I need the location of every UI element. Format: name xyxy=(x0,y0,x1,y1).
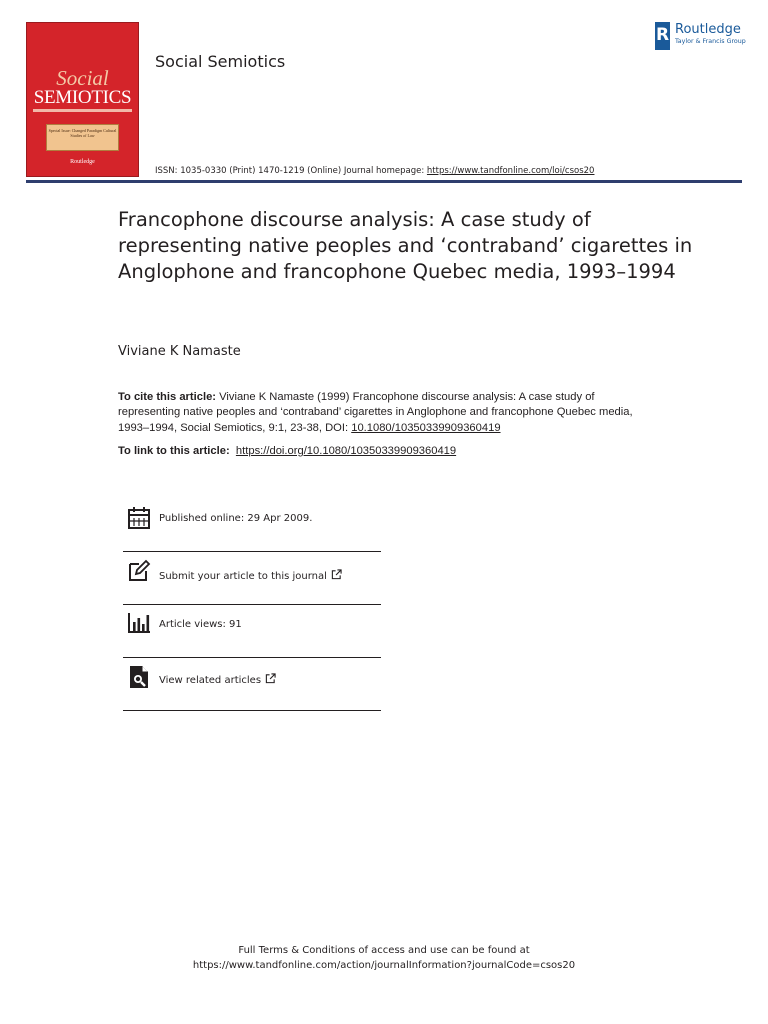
info-divider xyxy=(123,604,381,605)
citation-block xyxy=(118,390,648,436)
related-articles-text: View related articles xyxy=(159,675,262,686)
cover-band xyxy=(33,109,132,112)
article-views-row xyxy=(123,610,381,662)
edit-icon xyxy=(127,559,151,583)
submit-article-text: Submit your article to this journal xyxy=(159,571,327,582)
submit-article-row[interactable] xyxy=(123,557,381,609)
terms-line: Full Terms & Conditions of access and use can be found at xyxy=(238,945,530,956)
link-label: To link to this article: xyxy=(118,445,230,457)
article-author: Viviane K Namaste xyxy=(118,344,241,359)
published-online-row xyxy=(123,504,381,556)
journal-homepage-link[interactable]: https://www.tandfonline.com/loi/csos20 xyxy=(426,166,595,176)
cover-publisher-mark: Routledge xyxy=(70,159,95,165)
citation-text: Viviane K Namaste (1999) Francophone discourse analysis: A case study of representing native peoples and ‘contraband’ cigarettes in Anglophone and francophone Quebec media, 1993–1994, Social Semiotics, 9:1, 23-38, DOI: xyxy=(118,391,633,434)
article-title: Francophone discourse analysis: A case study of representing native peoples and ‘contraband’ cigarettes in Anglophone and francophone Quebec media, 1993–1994 xyxy=(118,208,693,283)
journal-cover-image xyxy=(26,22,139,177)
document-search-icon xyxy=(127,665,151,689)
info-divider xyxy=(123,657,381,658)
published-online-text: Published online: 29 Apr 2009. xyxy=(159,513,313,524)
cover-issue-box: Special Issue: Changed Paradigm Cultural Studies of Law xyxy=(46,124,119,151)
article-link-line xyxy=(118,445,456,457)
issn-text: ISSN: 1035-0330 (Print) 1470-1219 (Online) Journal homepage: xyxy=(155,166,427,176)
calendar-icon xyxy=(127,506,151,530)
article-doi-link[interactable]: https://doi.org/10.1080/10350339909360419 xyxy=(235,445,457,457)
citation-doi-link[interactable]: 10.1080/10350339909360419 xyxy=(351,421,501,434)
journal-title: Social Semiotics xyxy=(155,52,286,71)
external-link-icon xyxy=(331,569,342,580)
publisher-name: Routledge xyxy=(675,22,741,37)
article-views-text: Article views: 91 xyxy=(159,619,242,630)
related-articles-link[interactable] xyxy=(159,673,276,686)
bar-chart-icon xyxy=(127,611,151,635)
external-link-icon xyxy=(265,673,276,684)
header-rule xyxy=(26,180,742,183)
terms-footer xyxy=(0,943,768,973)
info-divider xyxy=(123,551,381,552)
submit-article-link[interactable] xyxy=(159,569,342,582)
citation-label: To cite this article: xyxy=(118,391,217,403)
cover-title-line2: SEMIOTICS xyxy=(33,87,132,108)
issn-line xyxy=(155,166,594,176)
publisher-subtitle: Taylor & Francis Group xyxy=(675,38,746,45)
routledge-logo-icon: R xyxy=(655,22,670,50)
terms-url[interactable]: https://www.tandfonline.com/action/journalInformation?journalCode=csos20 xyxy=(192,960,576,971)
cover-title-line1: Social xyxy=(56,66,109,90)
info-divider xyxy=(123,710,381,711)
related-articles-row[interactable] xyxy=(123,663,381,715)
